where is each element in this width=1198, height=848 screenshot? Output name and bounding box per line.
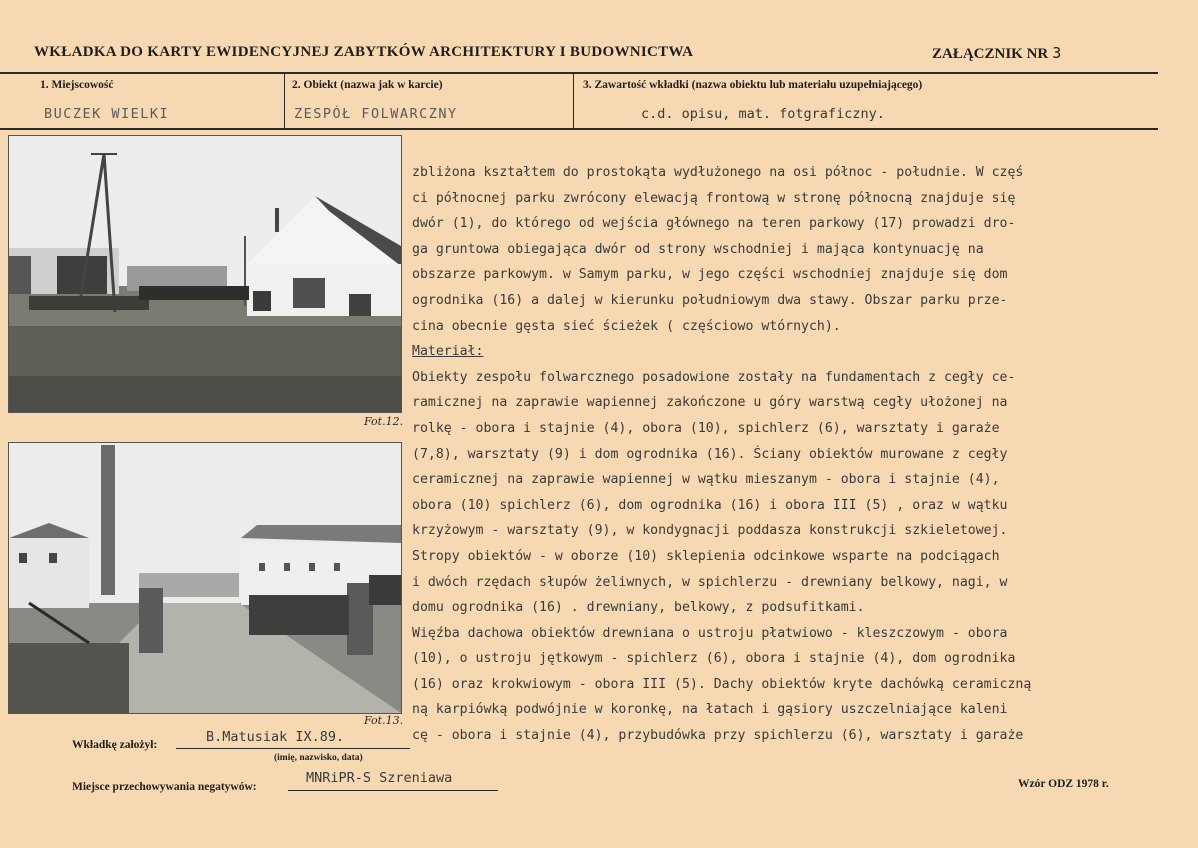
locality-label: 1. Miejscowość — [40, 79, 114, 91]
text-line: (16) oraz krokwiowym - obora III (5). Dachy obiektów kryte dachówką ceramiczną — [412, 676, 1032, 692]
locality-value: BUCZEK WIELKI — [44, 106, 170, 122]
text-line: cina obecnie gęsta sieć ścieżek ( częściowo wtórnych). — [412, 318, 841, 334]
text-line: (10), o ustroju jętkowym - spichlerz (6), obora i stajnie (4), dom ogrodnika — [412, 651, 1016, 667]
storage-label: Miejsce przechowywania negatywów: — [72, 781, 257, 793]
text-line: Obiekty zespołu folwarcznego posadowione zostały na fundamentach z cegły ce- — [412, 369, 1016, 385]
farm-road-photo — [9, 443, 401, 713]
text-line: ceramicznej na zaprawie wapiennej w wątku mieszanym - obora i stajnie (4), — [412, 472, 1000, 488]
text-line: Stropy obiektów - w oborze (10) sklepienia odcinkowe wsparte na podciągach — [412, 548, 1000, 564]
form-label: Wzór ODZ 1978 r. — [1018, 778, 1109, 790]
text-line: obora (10) spichlerz (6), dom ogrodnika (16) i obora III (5) , oraz w wątku — [412, 497, 1008, 513]
text-line: krzyżowym - warsztaty (9), w kondygnacji poddasza konstrukcji szkieletowej. — [412, 523, 1008, 539]
text-line: dwór (1), do którego od wejścia głównego na teren parkowy (17) prowadzi dro- — [412, 216, 1016, 232]
text-line: ogrodnika (16) a dalej w kierunku południowym dwa stawy. Obszar parku prze- — [412, 292, 1008, 308]
card-title: WKŁADKA DO KARTY EWIDENCYJNEJ ZABYTKÓW ARCHITEKTURY I BUDOWNICTWA — [34, 44, 694, 60]
annex-label-text: ZAŁĄCZNIK NR — [932, 46, 1049, 62]
object-label: 2. Obiekt (nazwa jak w karcie) — [292, 79, 443, 91]
header-bottom-rule — [0, 128, 1158, 130]
photo-1-caption: Fot.12. — [364, 415, 404, 428]
content-value: c.d. opisu, mat. fotgraficzny. — [641, 106, 885, 122]
founder-underline — [176, 748, 410, 749]
object-value: ZESPÓŁ FOLWARCZNY — [294, 106, 458, 122]
text-line: ci północnej parku zwrócony elewacją frontową w stronę północną znajduje się — [412, 190, 1016, 206]
text-line: ną karpiówką podwójnie w koronkę, na łatach i gąsiory uszczelniające kaleni — [412, 702, 1008, 718]
founder-label: Wkładkę założył: — [72, 739, 158, 751]
annex-label — [932, 44, 1061, 63]
photo-2 — [8, 442, 402, 714]
section-heading-material: Materiał: — [412, 344, 484, 360]
field-divider-1 — [284, 74, 285, 128]
photo-2-caption: Fot.13. — [364, 714, 404, 727]
description-text — [412, 160, 1182, 749]
storage-value: MNRiPR-S Szreniawa — [306, 770, 453, 786]
founder-sublabel: (imię, nazwisko, data) — [274, 753, 363, 763]
farm-building-photo — [9, 136, 401, 412]
content-label: 3. Zawartość wkładki (nazwa obiektu lub materiału uzupełniającego) — [583, 79, 923, 91]
photo-1 — [8, 135, 402, 413]
text-line: cę - obora i stajnie (4), przybudówka przy spichlerzu (6), warsztaty i garaże — [412, 728, 1024, 744]
text-line: zbliżona kształtem do prostokąta wydłużonego na osi północ - południe. W częś — [412, 165, 1024, 180]
text-line: ramicznej na zaprawie wapiennej zakończone u góry warstwą cegły ułożonej na — [412, 395, 1008, 411]
header-top-rule — [0, 72, 1158, 74]
text-line: Więźba dachowa obiektów drewniana o ustroju płatwiowo - kleszczowym - obora — [412, 625, 1008, 641]
text-line: domu ogrodnika (16) . drewniany, belkowy, z podsufitkami. — [412, 600, 865, 616]
field-divider-2 — [573, 74, 574, 128]
text-line: i dwóch rzędach słupów żeliwnych, w spichlerzu - drewniany belkowy, nagi, w — [412, 574, 1008, 590]
text-line: ga gruntowa obiegająca dwór od strony wschodniej i mająca kontynuację na — [412, 241, 984, 257]
text-line: rolkę - obora i stajnie (4), obora (10), spichlerz (6), warsztaty i garaże — [412, 420, 1000, 436]
text-line: obszarze parkowym. w Samym parku, w jego części wschodniej znajduje się dom — [412, 267, 1008, 283]
storage-underline — [288, 790, 498, 791]
annex-number: 3 — [1052, 44, 1062, 62]
founder-value: B.Matusiak IX.89. — [206, 729, 345, 745]
text-line: (7,8), warsztaty (9) i dom ogrodnika (16). Ściany obiektów murowane z cegły — [412, 446, 1008, 462]
